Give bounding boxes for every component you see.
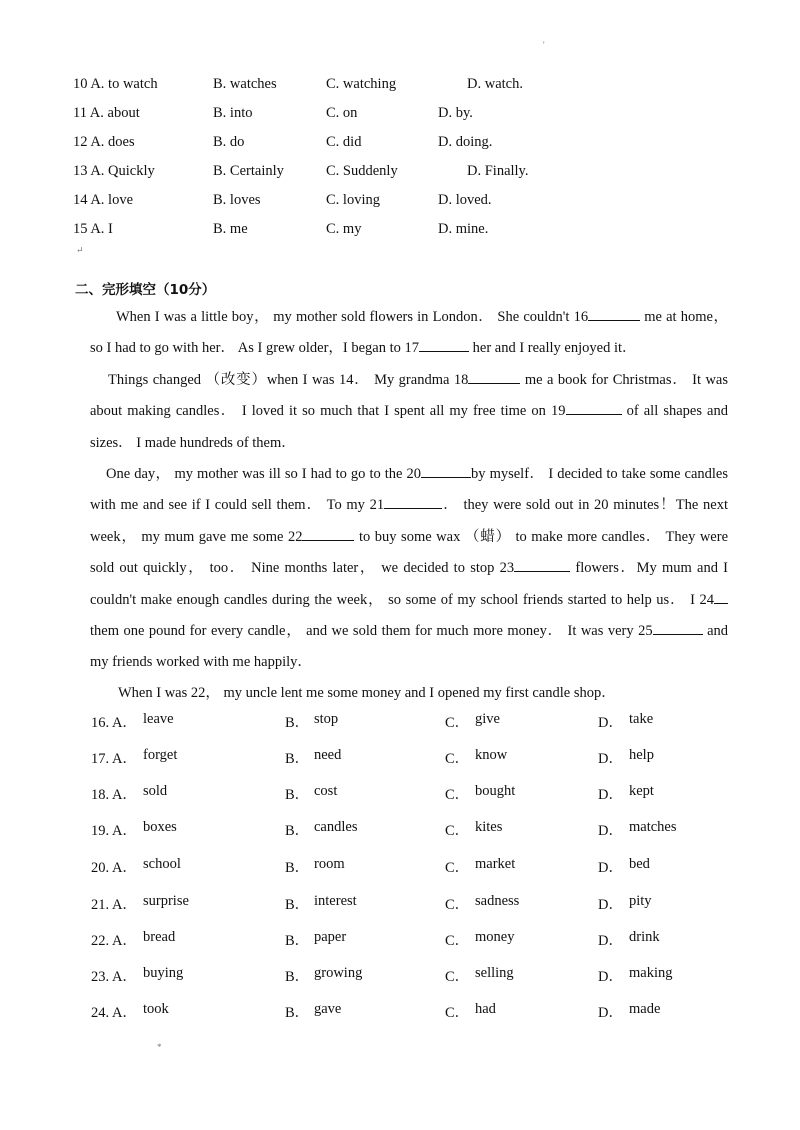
option-d: D. loved. bbox=[438, 192, 492, 208]
option-b: B. Certainly bbox=[213, 163, 284, 179]
option-d: take bbox=[629, 711, 654, 727]
question-number: 21. A． bbox=[91, 897, 137, 913]
option-a: 10 A. to watch bbox=[73, 76, 158, 92]
page-mark-bottom: * bbox=[157, 1042, 162, 1052]
option-d-letter: D． bbox=[598, 969, 623, 985]
option-b: stop bbox=[314, 711, 339, 727]
answer-blank-24[interactable] bbox=[714, 588, 728, 604]
option-d: D. doing. bbox=[438, 134, 493, 150]
option-b: B. do bbox=[213, 134, 245, 150]
option-d: matches bbox=[629, 819, 677, 835]
question-number: 20. A． bbox=[91, 860, 137, 876]
option-c-letter: C． bbox=[445, 751, 470, 767]
answer-blank-23[interactable] bbox=[514, 557, 570, 573]
option-a: took bbox=[143, 1001, 169, 1017]
option-b-letter: B． bbox=[285, 751, 310, 767]
option-b: gave bbox=[314, 1001, 342, 1017]
option-b: B. loves bbox=[213, 192, 261, 208]
option-b: growing bbox=[314, 965, 363, 981]
option-b: B. into bbox=[213, 105, 253, 121]
option-c-letter: C． bbox=[445, 969, 470, 985]
option-a: 12 A. does bbox=[73, 134, 135, 150]
option-a: 13 A. Quickly bbox=[73, 163, 155, 179]
option-c: selling bbox=[475, 965, 514, 981]
paragraph-mark: ↵ bbox=[76, 245, 84, 255]
question-number: 23. A． bbox=[91, 969, 137, 985]
option-a: buying bbox=[143, 965, 184, 981]
option-d: D. Finally. bbox=[467, 163, 529, 179]
question-number: 16. A． bbox=[91, 715, 137, 731]
question-number: 24. A． bbox=[91, 1005, 137, 1021]
option-d-letter: D． bbox=[598, 1005, 623, 1021]
option-d: pity bbox=[629, 893, 652, 909]
option-b: candles bbox=[314, 819, 358, 835]
option-d-letter: D． bbox=[598, 860, 623, 876]
option-b: B. me bbox=[213, 221, 248, 237]
option-b: interest bbox=[314, 893, 357, 909]
option-b-letter: B． bbox=[285, 1005, 310, 1021]
passage-paragraph: When I was a little boy， my mother sold flowers in London． She couldn't 16 me at home，so I had to go with her． As I grew older，I began to 17 her and I really enjoyed it． bbox=[90, 302, 728, 365]
option-d-letter: D． bbox=[598, 897, 623, 913]
option-c: market bbox=[475, 856, 516, 872]
option-a: school bbox=[143, 856, 181, 872]
option-d: kept bbox=[629, 783, 654, 799]
option-d: drink bbox=[629, 929, 660, 945]
option-b-letter: B． bbox=[285, 969, 310, 985]
option-c: know bbox=[475, 747, 508, 763]
answer-blank-22[interactable] bbox=[302, 525, 354, 541]
option-d: help bbox=[629, 747, 654, 763]
option-b: cost bbox=[314, 783, 338, 799]
question-number: 17. A． bbox=[91, 751, 137, 767]
option-d-letter: D． bbox=[598, 751, 623, 767]
option-a: 11 A. about bbox=[73, 105, 140, 121]
option-b: room bbox=[314, 856, 345, 872]
option-c-letter: C． bbox=[445, 787, 470, 803]
option-c-letter: C． bbox=[445, 933, 470, 949]
option-c-letter: C． bbox=[445, 823, 470, 839]
option-c: bought bbox=[475, 783, 516, 799]
option-c-letter: C． bbox=[445, 715, 470, 731]
passage-paragraph: Things changed （改变）when I was 14． My grandma 18 me a book for Christmas． It was about making candles． I loved it so much that I spent all my free time on 19 of all shapes and sizes． I made hundreds of them． bbox=[90, 365, 728, 459]
option-b-letter: B． bbox=[285, 823, 310, 839]
option-c: kites bbox=[475, 819, 503, 835]
option-a: 15 A. I bbox=[73, 221, 113, 237]
option-a: forget bbox=[143, 747, 178, 763]
answer-blank-25[interactable] bbox=[653, 620, 703, 636]
option-a: bread bbox=[143, 929, 176, 945]
option-c: C. watching bbox=[326, 76, 397, 92]
option-d: D. watch. bbox=[467, 76, 523, 92]
answer-blank-21[interactable] bbox=[384, 494, 442, 510]
page-mark-top: ' bbox=[543, 40, 545, 50]
option-a: leave bbox=[143, 711, 174, 727]
passage-paragraph: When I was 22， my uncle lent me some money and I opened my first candle shop． bbox=[118, 684, 616, 701]
option-c: C. on bbox=[326, 105, 358, 121]
option-d: made bbox=[629, 1001, 661, 1017]
option-c: give bbox=[475, 711, 500, 727]
answer-blank-16[interactable] bbox=[588, 306, 640, 322]
option-b-letter: B． bbox=[285, 897, 310, 913]
option-a: surprise bbox=[143, 893, 189, 909]
option-b-letter: B． bbox=[285, 860, 310, 876]
section-heading: 二、完形填空（10分） bbox=[75, 282, 216, 298]
option-c: sadness bbox=[475, 893, 520, 909]
answer-blank-18[interactable] bbox=[468, 368, 520, 384]
option-a: 14 A. love bbox=[73, 192, 134, 208]
option-d-letter: D． bbox=[598, 823, 623, 839]
option-b-letter: B． bbox=[285, 933, 310, 949]
option-b: B. watches bbox=[213, 76, 277, 92]
option-b-letter: B． bbox=[285, 715, 310, 731]
question-number: 22. A． bbox=[91, 933, 137, 949]
option-d: bed bbox=[629, 856, 650, 872]
option-d-letter: D． bbox=[598, 933, 623, 949]
cloze-passage bbox=[90, 302, 728, 708]
option-b-letter: B． bbox=[285, 787, 310, 803]
question-number: 19. A． bbox=[91, 823, 137, 839]
option-a: sold bbox=[143, 783, 168, 799]
passage-paragraph: One day， my mother was ill so I had to go to the 20 by myself． I decided to take some candles with me and see if I could sell them． To my 21 ． they were sold out in 20 minutes！The next week， my mum gave me some 22 to buy some wax （蜡） to make more candles． They were sold out quickly， too． Nine months later， we decided to stop 23 flowers．My mum and I couldn't make enough candles during the week， so some of my school friends started to help us． I 24 them one pound for every candle， and we sold them for much more money． It was very 25 and my friends worked with me happily． bbox=[90, 459, 728, 679]
answer-blank-17[interactable] bbox=[419, 337, 469, 353]
option-c-letter: C． bbox=[445, 1005, 470, 1021]
option-b: paper bbox=[314, 929, 347, 945]
option-d: D. by. bbox=[438, 105, 473, 121]
option-a: boxes bbox=[143, 819, 177, 835]
question-number: 18. A． bbox=[91, 787, 137, 803]
option-d: making bbox=[629, 965, 673, 981]
option-d-letter: D． bbox=[598, 715, 623, 731]
option-c-letter: C． bbox=[445, 897, 470, 913]
option-c: C. loving bbox=[326, 192, 380, 208]
option-d: D. mine. bbox=[438, 221, 489, 237]
option-c: had bbox=[475, 1001, 496, 1017]
option-b: need bbox=[314, 747, 342, 763]
option-c-letter: C． bbox=[445, 860, 470, 876]
answer-blank-20[interactable] bbox=[421, 463, 471, 479]
option-c: C. Suddenly bbox=[326, 163, 398, 179]
answer-blank-19[interactable] bbox=[566, 400, 622, 416]
option-c: C. did bbox=[326, 134, 362, 150]
option-d-letter: D． bbox=[598, 787, 623, 803]
option-c: C. my bbox=[326, 221, 362, 237]
option-c: money bbox=[475, 929, 515, 945]
